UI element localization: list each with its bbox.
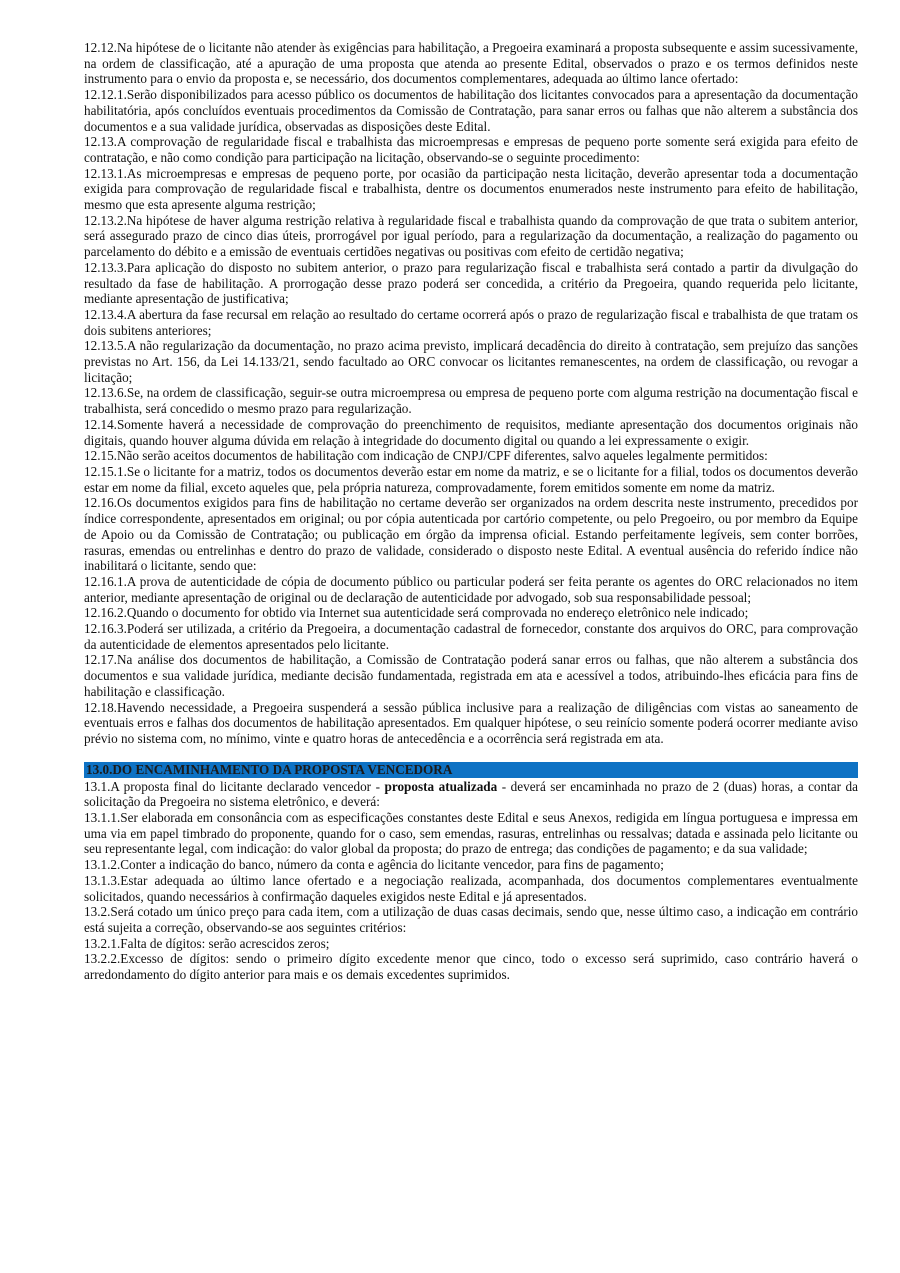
paragraph-13-2: 13.2.Será cotado um único preço para cada item, com a utilização de duas casas decimais, sendo que, nesse último caso, a indicação em contrário está sujeita a correção, observando-se aos seguintes critérios: [84, 904, 858, 935]
paragraph-12-13: 12.13.A comprovação de regularidade fiscal e trabalhista das microempresas e empresas de pequeno porte somente será exigida para efeito de contratação, e não como condição para participação na licitação, observando-se o seguinte procedimento: [84, 134, 858, 165]
paragraph-12-13-5: 12.13.5.A não regularização da documentação, no prazo acima previsto, implicará decadência do direito à contratação, sem prejuízo das sanções previstas no Art. 156, da Lei 14.133/21, sendo facultado ao ORC convocar os licitantes remanescentes, na ordem de classificação, ou revogar a licitação; [84, 338, 858, 385]
paragraph-12-13-2: 12.13.2.Na hipótese de haver alguma restrição relativa à regularidade fiscal e trabalhista quando da comprovação de que trata o subitem anterior, será assegurado prazo de cinco dias úteis, prorrogável por igual período, para a regularização da documentação, a realização do pagamento ou parcelamento do débito e a emissão de eventuais certidões negativas ou positivas com efeito de certidão negativa; [84, 212, 858, 260]
paragraph-12-16-1: 12.16.1.A prova de autenticidade de cópia de documento público ou particular poderá ser feita perante os agentes do ORC relacionados no item anterior, mediante apresentação de original ou de declaração de autenticidade por advogado, sob sua responsabilidade pessoal; [84, 573, 858, 605]
paragraph-12-13-4: 12.13.4.A abertura da fase recursal em relação ao resultado do certame ocorrerá após o prazo de regularização fiscal e trabalhista de que tratam os dois subitens anteriores; [84, 306, 858, 338]
paragraph-13-2-2: 13.2.2.Excesso de dígitos: sendo o primeiro dígito excedente menor que cinco, todo o excesso será suprimido, caso contrário haverá o arredondamento do dígito anterior para mais e os demais excedentes suprimidos. [84, 951, 858, 983]
section-spacer [84, 747, 858, 762]
document-page [84, 40, 858, 983]
paragraph-12-14: 12.14.Somente haverá a necessidade de comprovação do preenchimento de requisitos, mediante apresentação dos documentos originais não digitais, quando houver alguma dúvida em relação à integridade do documento digital ou quando a lei expressamente o exigir. [84, 416, 858, 448]
paragraph-13-1-2: 13.1.2.Conter a indicação do banco, número da conta e agência do licitante vencedor, para fins de pagamento; [84, 857, 664, 873]
paragraph-12-12-1: 12.12.1.Serão disponibilizados para acesso público os documentos de habilitação dos licitantes convocados para a apresentação da documentação habilitatória, após concluídos eventuais procedimentos da Comissão de Contratação, para sanar erros ou falhas que não alterem a substância dos documentos e a sua validade jurídica, observadas as disposições deste Edital. [84, 87, 858, 134]
paragraph-12-16-2: 12.16.2.Quando o documento for obtido via Internet sua autenticidade será comprovada no endereço eletrônico nele indicado; [84, 605, 749, 621]
paragraph-13-1 [84, 779, 858, 810]
paragraph-12-17: 12.17.Na análise dos documentos de habilitação, a Comissão de Contratação poderá sanar erros ou falhas, que não alterem a substância dos documentos e sua validade jurídica, mediante decisão fundamentada, registrada em ata e acessível a todos, atribuindo-lhes eficácia para fins de habilitação e classificação. [84, 652, 858, 699]
paragraph-12-16-3: 12.16.3.Poderá ser utilizada, a critério da Pregoeira, a documentação cadastral de fornecedor, constante dos arquivos do ORC, para comprovação da autenticidade de elementos apresentados pelo licitante. [84, 621, 858, 652]
paragraph-13-1-tail: - deverá ser encaminhada no prazo de 2 (duas) horas, a contar da solicitação da Pregoeira no sistema eletrônico, e deverá: [84, 778, 858, 810]
paragraph-12-13-3: 12.13.3.Para aplicação do disposto no subitem anterior, o prazo para regularização fiscal e trabalhista será contado a partir da divulgação do resultado da fase de habilitação. A prorrogação desse prazo poderá ser concedida, a critério da Pregoeira, quando requerida pelo licitante, mediante apresentação de justificativa; [84, 259, 858, 307]
paragraph-12-15: 12.15.Não serão aceitos documentos de habilitação com indicação de CNPJ/CPF diferentes, salvo aqueles legalmente permitidos: [84, 448, 768, 464]
proposta-atualizada-emphasis: proposta atualizada [384, 778, 498, 794]
paragraph-12-12: 12.12.Na hipótese de o licitante não atender às exigências para habilitação, a Pregoeira examinará a proposta subsequente e assim sucessivamente, na ordem de classificação, até a apuração de uma proposta que atenda ao presente Edital, observados o prazo e os termos definidos neste instrumento para o envio da proposta e, se necessário, dos documentos complementares, adequada ao último lance ofertado: [84, 40, 858, 87]
paragraph-12-18: 12.18.Havendo necessidade, a Pregoeira suspenderá a sessão pública inclusive para a realização de diligências com vistas ao saneamento de eventuais erros e falhas dos documentos de habilitação apresentados. Em qualquer hipótese, o seu reinício somente poderá ocorrer mediante aviso prévio no sistema com, no mínimo, vinte e quatro horas de antecedência e a ocorrência será registrada em ata. [84, 699, 858, 746]
paragraph-13-2-1: 13.2.1.Falta de dígitos: serão acrescidos zeros; [84, 935, 330, 951]
section-13-heading: 13.0.DO ENCAMINHAMENTO DA PROPOSTA VENCEDORA [84, 762, 858, 778]
paragraph-12-13-6: 12.13.6.Se, na ordem de classificação, seguir-se outra microempresa ou empresa de pequeno porte com alguma restrição na documentação fiscal e trabalhista, será concedido o mesmo prazo para regularização. [84, 385, 858, 417]
paragraph-12-15-1: 12.15.1.Se o licitante for a matriz, todos os documentos deverão estar em nome da matriz, e se o licitante for a filial, todos os documentos deverão estar em nome da filial, exceto aqueles que, pela própria natureza, comprovadamente, forem emitidos somente em nome da matriz. [84, 463, 858, 495]
paragraph-12-16: 12.16.Os documentos exigidos para fins de habilitação no certame deverão ser organizados na ordem descrita neste instrumento, precedidos por índice correspondente, apresentados em original; ou por cópia autenticada por cartório competente, ou pelo Pregoeiro, ou por membro da Equipe de Apoio ou da Comissão de Contratação; ou publicação em órgão da imprensa oficial. Estando perfeitamente legíveis, sem conter borrões, rasuras, emendas ou entrelinhas e dentro do prazo de validade, considerado o disposto neste Edital. A eventual ausência do referido índice não inabilitará o licitante, sendo que: [84, 495, 858, 574]
paragraph-13-1-lead: 13.1.A proposta final do licitante declarado vencedor - [84, 778, 385, 794]
paragraph-13-1-1: 13.1.1.Ser elaborada em consonância com as especificações constantes deste Edital e seus Anexos, redigida em língua portuguesa e impressa em uma via em papel timbrado do proponente, quando for o caso, sem emendas, rasuras, entrelinhas ou ressalvas; datada e assinada pelo licitante ou seu representante legal, com indicação: do valor global da proposta; do prazo de entrega; das condições de pagamento; e da sua validade; [84, 810, 858, 857]
paragraph-13-1-3: 13.1.3.Estar adequada ao último lance ofertado e a negociação realizada, acompanhada, dos documentos complementares eventualmente solicitados, quando necessários à confirmação daqueles exigidos neste Edital e já apresentados. [84, 872, 858, 904]
paragraph-12-13-1: 12.13.1.As microempresas e empresas de pequeno porte, por ocasião da participação nesta licitação, deverão apresentar toda a documentação exigida para comprovação de regularidade fiscal e trabalhista, dentre os documentos enumerados neste instrumento para efeito de habilitação, mesmo que esta apresente alguma restrição; [84, 165, 858, 213]
